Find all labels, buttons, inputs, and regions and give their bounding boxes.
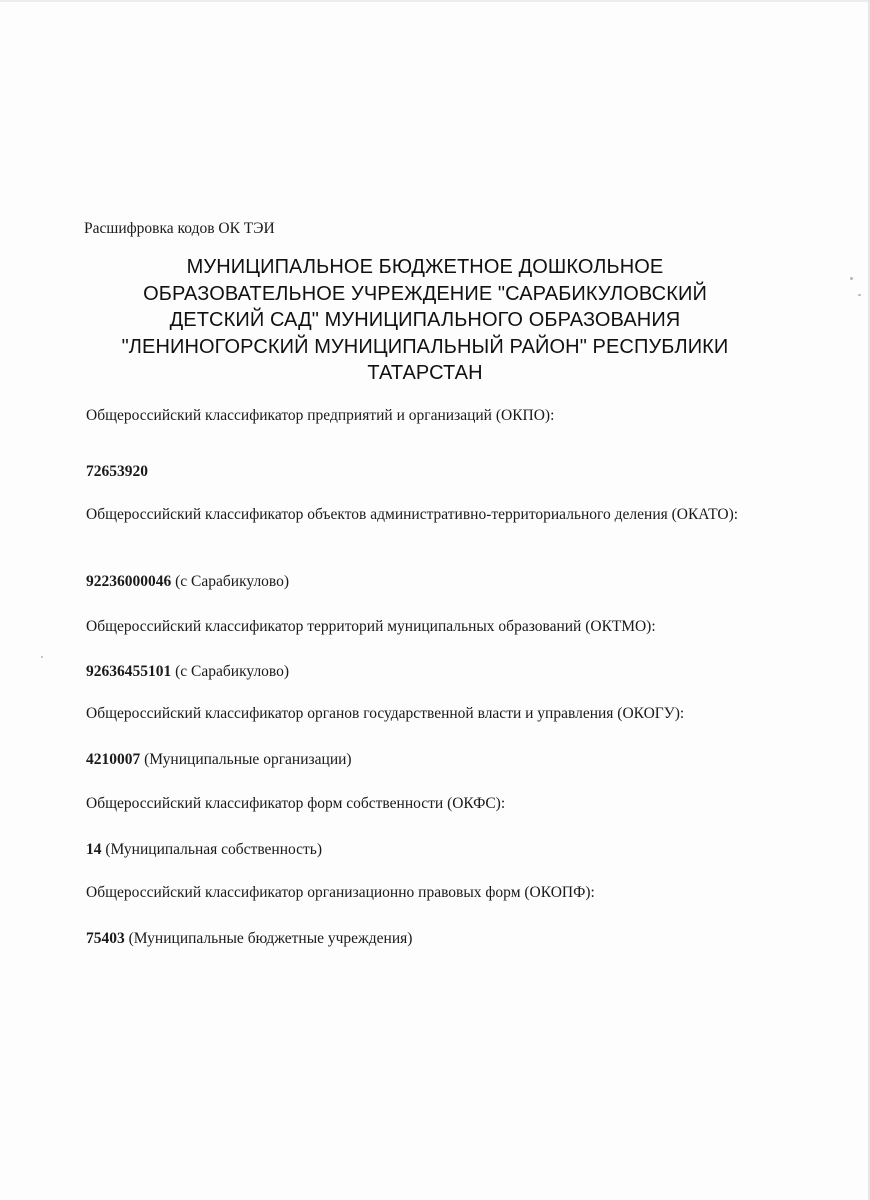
okopf-code: 75403	[86, 930, 125, 947]
organization-name	[80, 254, 770, 380]
oktmo-code: 92636455101	[86, 663, 172, 680]
okato-label: Общероссийский классификатор объектов административно-территориального деления (ОКАТО):	[86, 506, 739, 523]
okato-value	[86, 572, 289, 592]
okogu-description: (Муниципальные организации)	[144, 751, 352, 768]
oktmo-description: (с Сарабикулово)	[175, 663, 290, 680]
okpo-label: Общероссийский классификатор предприятий и организаций (ОКПО):	[86, 407, 555, 424]
document-heading: Расшифровка кодов ОК ТЭИ	[84, 220, 275, 237]
oktmo-value	[86, 662, 289, 682]
okogu-label: Общероссийский классификатор органов государственной власти и управления (ОКОГУ):	[86, 705, 685, 722]
scan-speck	[850, 277, 853, 280]
okfs-description: (Муниципальная собственность)	[105, 841, 323, 858]
okopf-description: (Муниципальные бюджетные учреждения)	[128, 930, 413, 947]
organization-name-line: ДЕТСКИЙ САД" МУНИЦИПАЛЬНОГО ОБРАЗОВАНИЯ	[169, 309, 681, 331]
okpo-code: 72653920	[86, 463, 148, 480]
okogu-code: 4210007	[86, 751, 141, 768]
organization-name-line: ТАТАРСТАН	[367, 362, 483, 380]
organization-name-line: "ЛЕНИНОГОРСКИЙ МУНИЦИПАЛЬНЫЙ РАЙОН" РЕСПУБЛИКИ	[121, 335, 729, 358]
okfs-value	[86, 840, 322, 860]
okato-description: (с Сарабикулово)	[175, 573, 290, 590]
oktmo-label: Общероссийский классификатор территорий муниципальных образований (ОКТМО):	[86, 618, 656, 635]
okfs-label: Общероссийский классификатор форм собственности (ОКФС):	[86, 795, 506, 812]
okfs-code: 14	[86, 841, 102, 858]
scan-speck	[41, 656, 43, 658]
page-top-edge	[0, 0, 870, 2]
organization-name-line: МУНИЦИПАЛЬНОЕ БЮДЖЕТНОЕ ДОШКОЛЬНОЕ	[186, 256, 664, 278]
okpo-value	[86, 462, 148, 482]
okopf-label: Общероссийский классификатор организационно правовых форм (ОКОПФ):	[86, 884, 595, 901]
okogu-value	[86, 750, 352, 770]
scan-speck	[858, 294, 861, 296]
okato-code: 92236000046	[86, 573, 172, 590]
okopf-value	[86, 929, 412, 949]
organization-name-line: ОБРАЗОВАТЕЛЬНОЕ УЧРЕЖДЕНИЕ "САРАБИКУЛОВСКИЙ	[143, 282, 707, 305]
